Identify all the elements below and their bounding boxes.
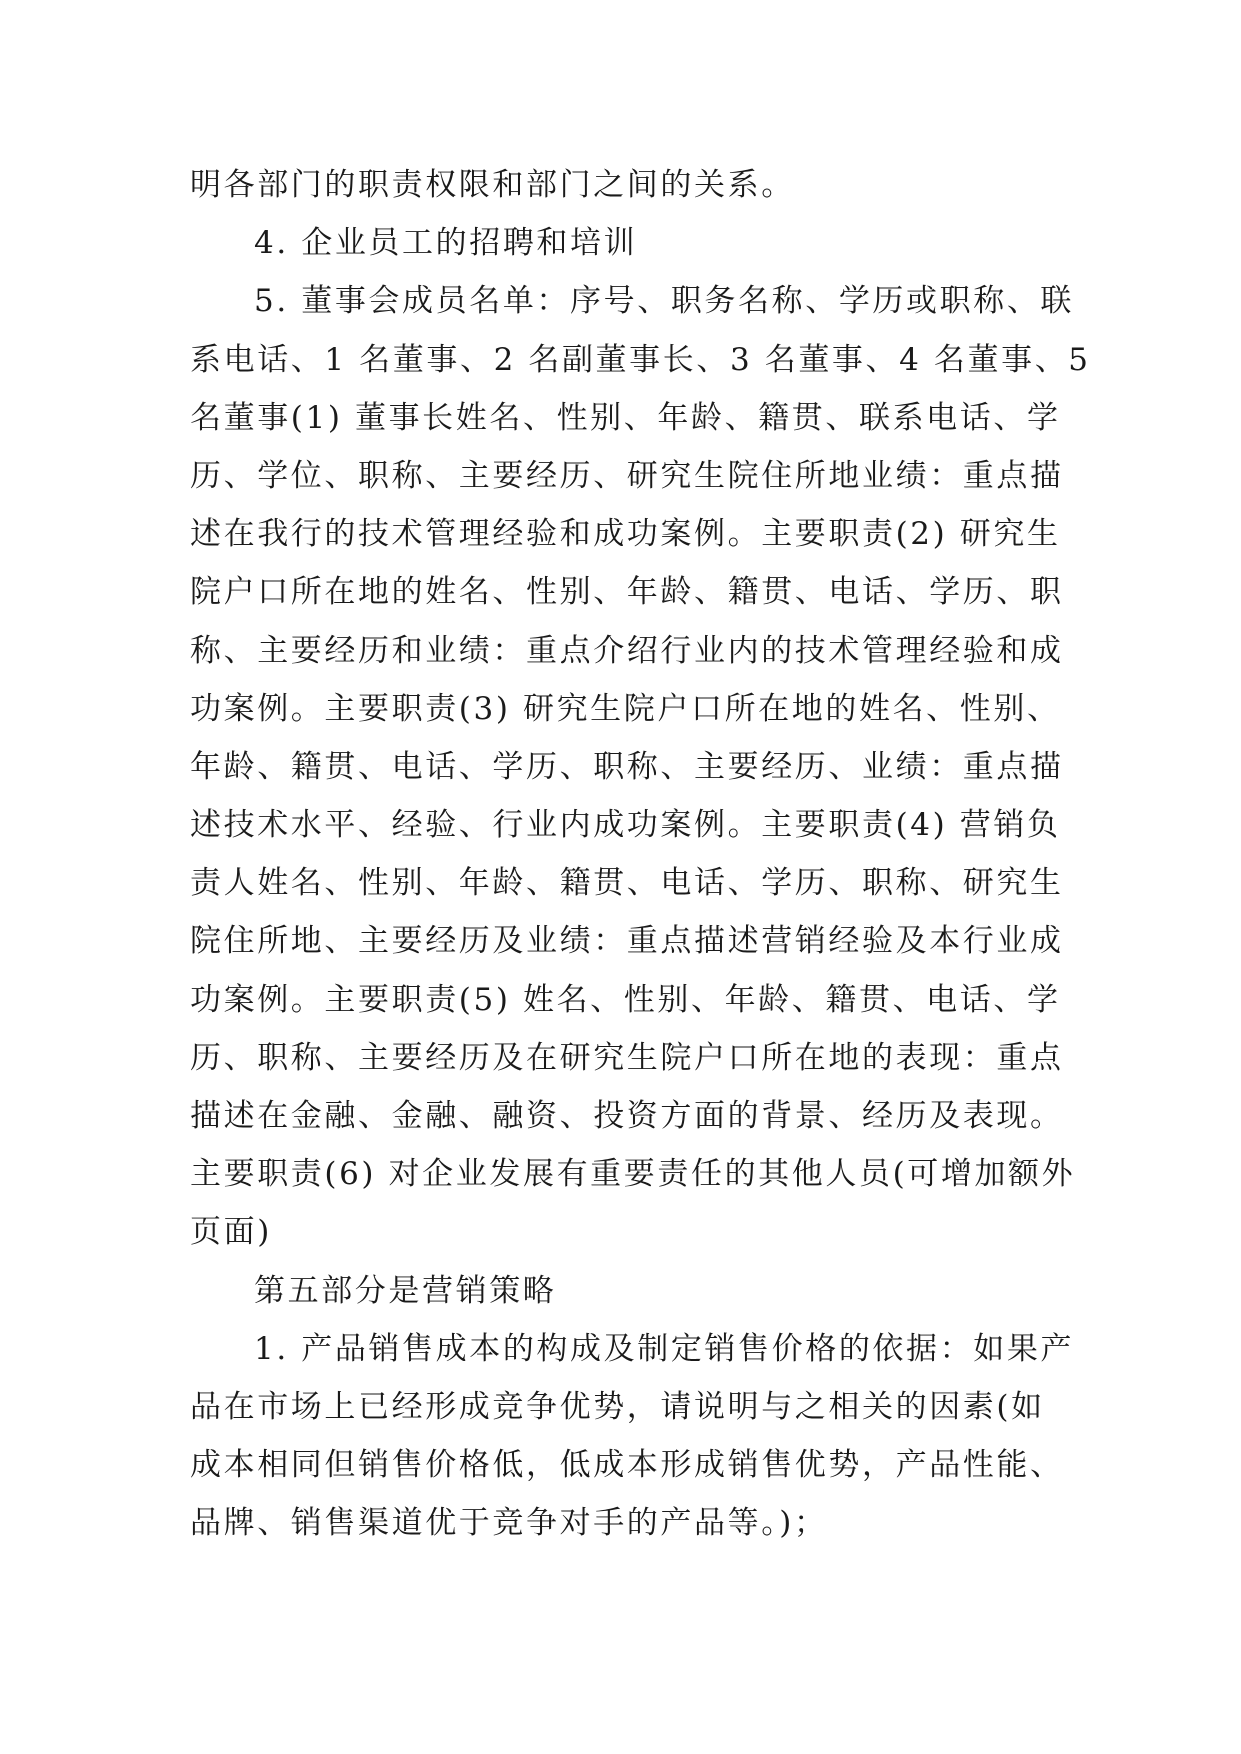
text-line: 品在市场上已经形成竞争优势，请说明与之相关的因素(如 xyxy=(190,1388,1045,1425)
text-line: 1. 产品销售成本的构成及制定销售价格的依据：如果产 xyxy=(254,1330,1075,1367)
text-line: 系电话、1 名董事、2 名副董事长、3 名董事、4 名董事、5 xyxy=(190,341,1091,378)
body-text xyxy=(190,156,1091,1553)
section-heading: 第五部分是营销策略 xyxy=(254,1272,557,1309)
text-line: 明各部门的职责权限和部门之间的关系。 xyxy=(190,167,795,203)
text-line: 功案例。主要职责(5) 姓名、性别、年龄、籍贯、电话、学 xyxy=(190,981,1061,1018)
text-line: 4. 企业员工的招聘和培训 xyxy=(254,225,638,262)
text-line: 院户口所在地的姓名、性别、年龄、籍贯、电话、学历、职 xyxy=(190,574,1064,611)
text-line: 名董事(1) 董事长姓名、性别、年龄、籍贯、联系电话、学 xyxy=(190,399,1061,436)
text-line: 历、职称、主要经历及在研究生院户口所在地的表现：重点 xyxy=(190,1039,1064,1076)
text-line: 功案例。主要职责(3) 研究生院户口所在地的姓名、性别、 xyxy=(190,690,1061,727)
text-line: 品牌、销售渠道优于竞争对手的产品等。)； xyxy=(190,1505,828,1542)
text-line: 年龄、籍贯、电话、学历、职称、主要经历、业绩：重点描 xyxy=(190,748,1064,785)
text-line: 述技术水平、经验、行业内成功案例。主要职责(4) 营销负 xyxy=(190,807,1061,844)
text-line: 描述在金融、金融、融资、投资方面的背景、经历及表现。 xyxy=(190,1098,1064,1134)
text-line: 主要职责(6) 对企业发展有重要责任的其他人员(可增加额外 xyxy=(190,1156,1076,1193)
text-line: 院住所地、主要经历及业绩：重点描述营销经验及本行业成 xyxy=(190,923,1064,960)
text-line: 页面) xyxy=(190,1214,272,1251)
text-line: 5. 董事会成员名单：序号、职务名称、学历或职称、联 xyxy=(254,283,1075,320)
text-line: 历、学位、职称、主要经历、研究生院住所地业绩：重点描 xyxy=(190,457,1064,494)
text-line: 责人姓名、性别、年龄、籍贯、电话、学历、职称、研究生 xyxy=(190,865,1064,902)
text-line: 述在我行的技术管理经验和成功案例。主要职责(2) 研究生 xyxy=(190,516,1061,553)
text-line: 成本相同但销售价格低，低成本形成销售优势，产品性能、 xyxy=(190,1447,1064,1484)
text-line: 称、主要经历和业绩：重点介绍行业内的技术管理经验和成 xyxy=(190,632,1064,669)
